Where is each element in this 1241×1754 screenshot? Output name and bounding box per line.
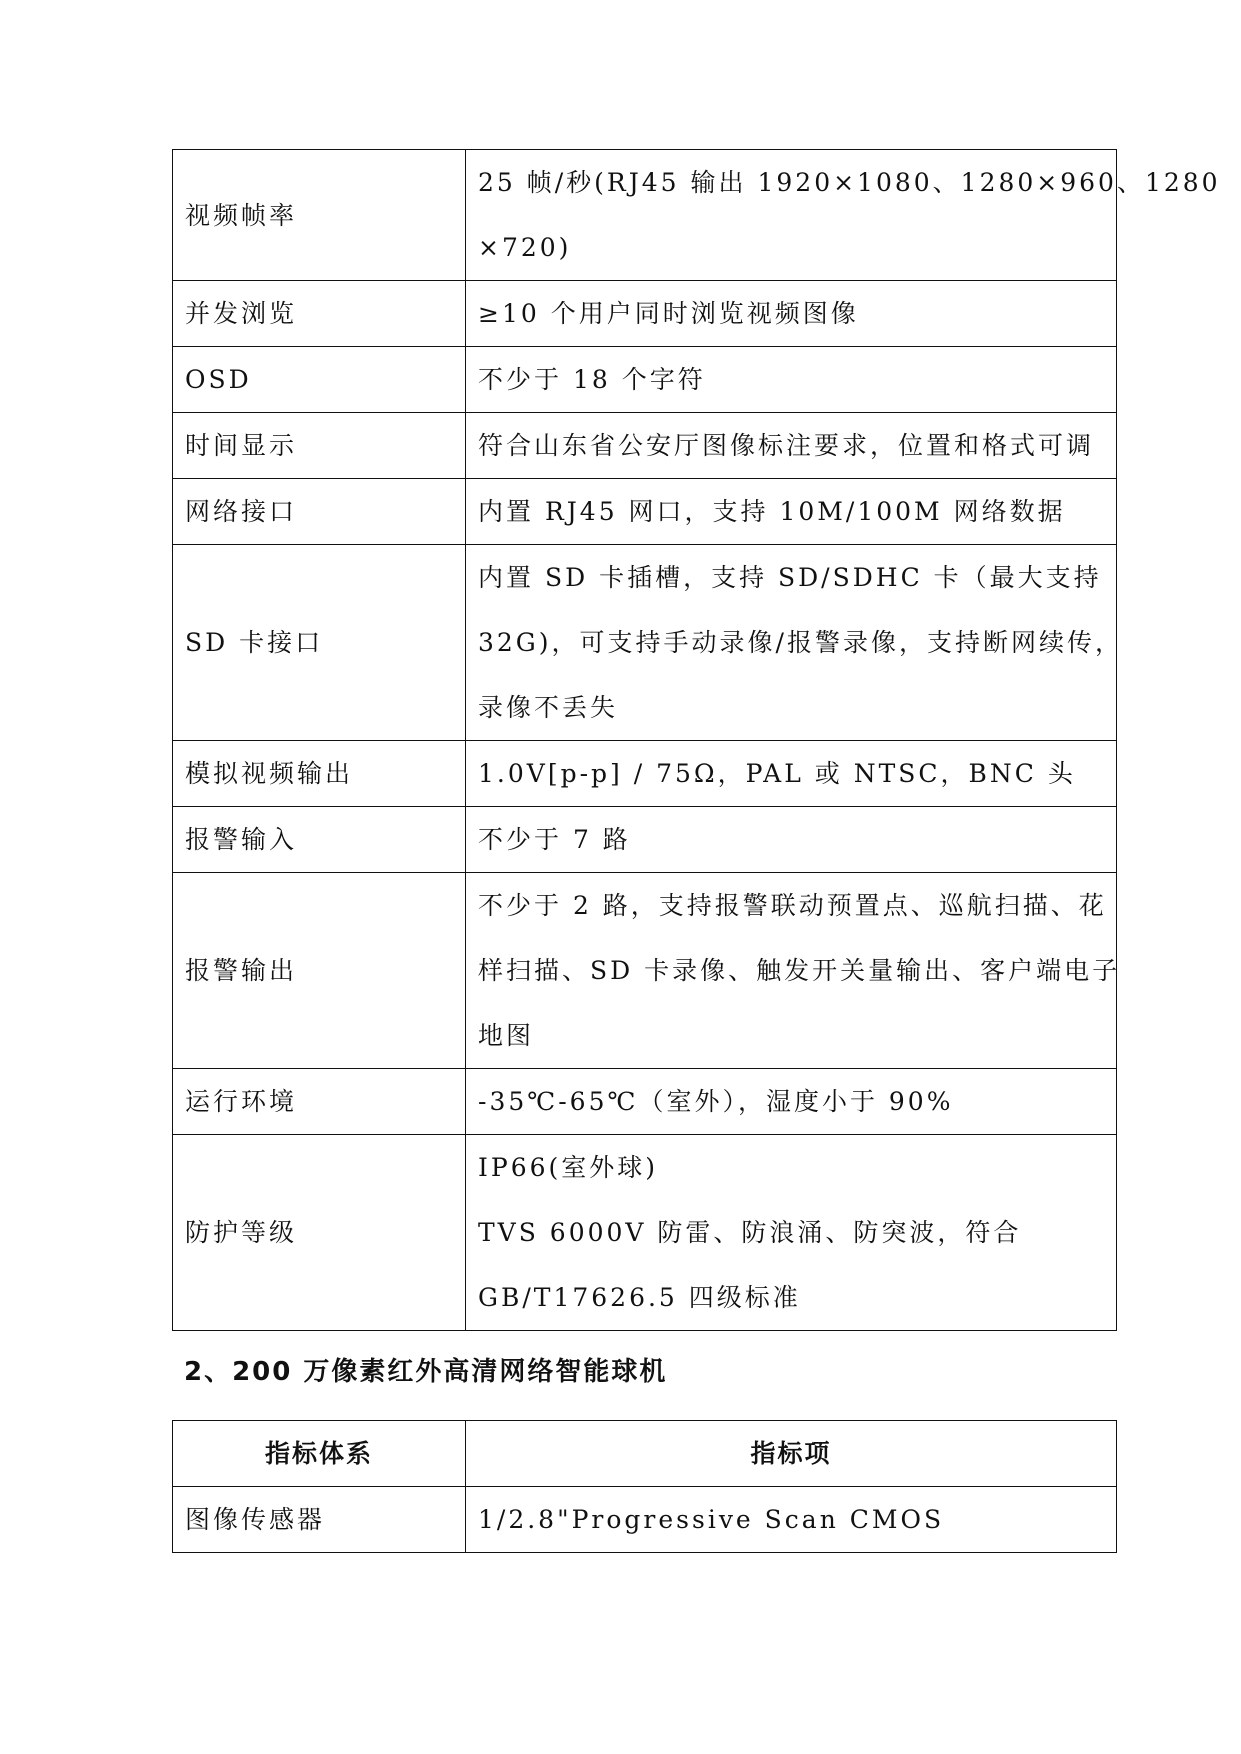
column-header-indicator-system: 指标体系: [173, 1421, 466, 1487]
row-value: 1/2.8"Progressive Scan CMOS: [466, 1487, 1117, 1553]
row-label: 并发浏览: [173, 281, 466, 347]
column-header-indicator-item: 指标项: [466, 1421, 1117, 1487]
row-value: ≥10 个用户同时浏览视频图像: [466, 281, 1117, 347]
row-value: 1.0V[p-p] / 75Ω，PAL 或 NTSC，BNC 头: [466, 741, 1117, 807]
table-row: [173, 1135, 1117, 1331]
table-row: [173, 1069, 1117, 1135]
row-label: 模拟视频输出: [173, 741, 466, 807]
row-label: 运行环境: [173, 1069, 466, 1135]
row-label: 时间显示: [173, 413, 466, 479]
table-row: [173, 413, 1117, 479]
row-label: 报警输出: [173, 873, 466, 1069]
row-value: 25 帧/秒(RJ45 输出 1920×1080、1280×960、1280 ×720): [466, 150, 1117, 281]
spec-table-continued: [172, 149, 1221, 1331]
spec-table-ptz-camera: [172, 1420, 1117, 1553]
row-value: IP66(室外球) TVS 6000V 防雷、防浪涌、防突波，符合 GB/T17626.5 四级标准: [466, 1135, 1117, 1331]
table-row: [173, 150, 1117, 281]
row-value: 符合山东省公安厅图像标注要求，位置和格式可调: [466, 413, 1117, 479]
row-label: OSD: [173, 347, 466, 413]
table-row: [173, 873, 1117, 1069]
table-header-row: [173, 1421, 1117, 1487]
section-heading: 2、200 万像素红外高清网络智能球机: [184, 1357, 668, 1387]
row-value: 内置 RJ45 网口，支持 10M/100M 网络数据: [466, 479, 1117, 545]
row-value: -35℃-65℃（室外），湿度小于 90%: [466, 1069, 1117, 1135]
row-value: 不少于 18 个字符: [466, 347, 1117, 413]
table-row: [173, 479, 1117, 545]
row-label: 视频帧率: [173, 150, 466, 281]
row-label: SD 卡接口: [173, 545, 466, 741]
row-label: 防护等级: [173, 1135, 466, 1331]
row-value: 内置 SD 卡插槽，支持 SD/SDHC 卡（最大支持 32G)，可支持手动录像/报警录像，支持断网续传， 录像不丢失: [466, 545, 1117, 741]
row-label: 图像传感器: [173, 1487, 466, 1553]
table-row: [173, 807, 1117, 873]
row-value: 不少于 7 路: [466, 807, 1117, 873]
table-row: [173, 281, 1117, 347]
table-row: [173, 741, 1117, 807]
row-value: 不少于 2 路，支持报警联动预置点、巡航扫描、花 样扫描、SD 卡录像、触发开关量输出、客户端电子 地图: [466, 873, 1117, 1069]
row-label: 报警输入: [173, 807, 466, 873]
row-label: 网络接口: [173, 479, 466, 545]
table-row: [173, 1487, 1117, 1553]
table-row: [173, 347, 1117, 413]
table-row: [173, 545, 1117, 741]
